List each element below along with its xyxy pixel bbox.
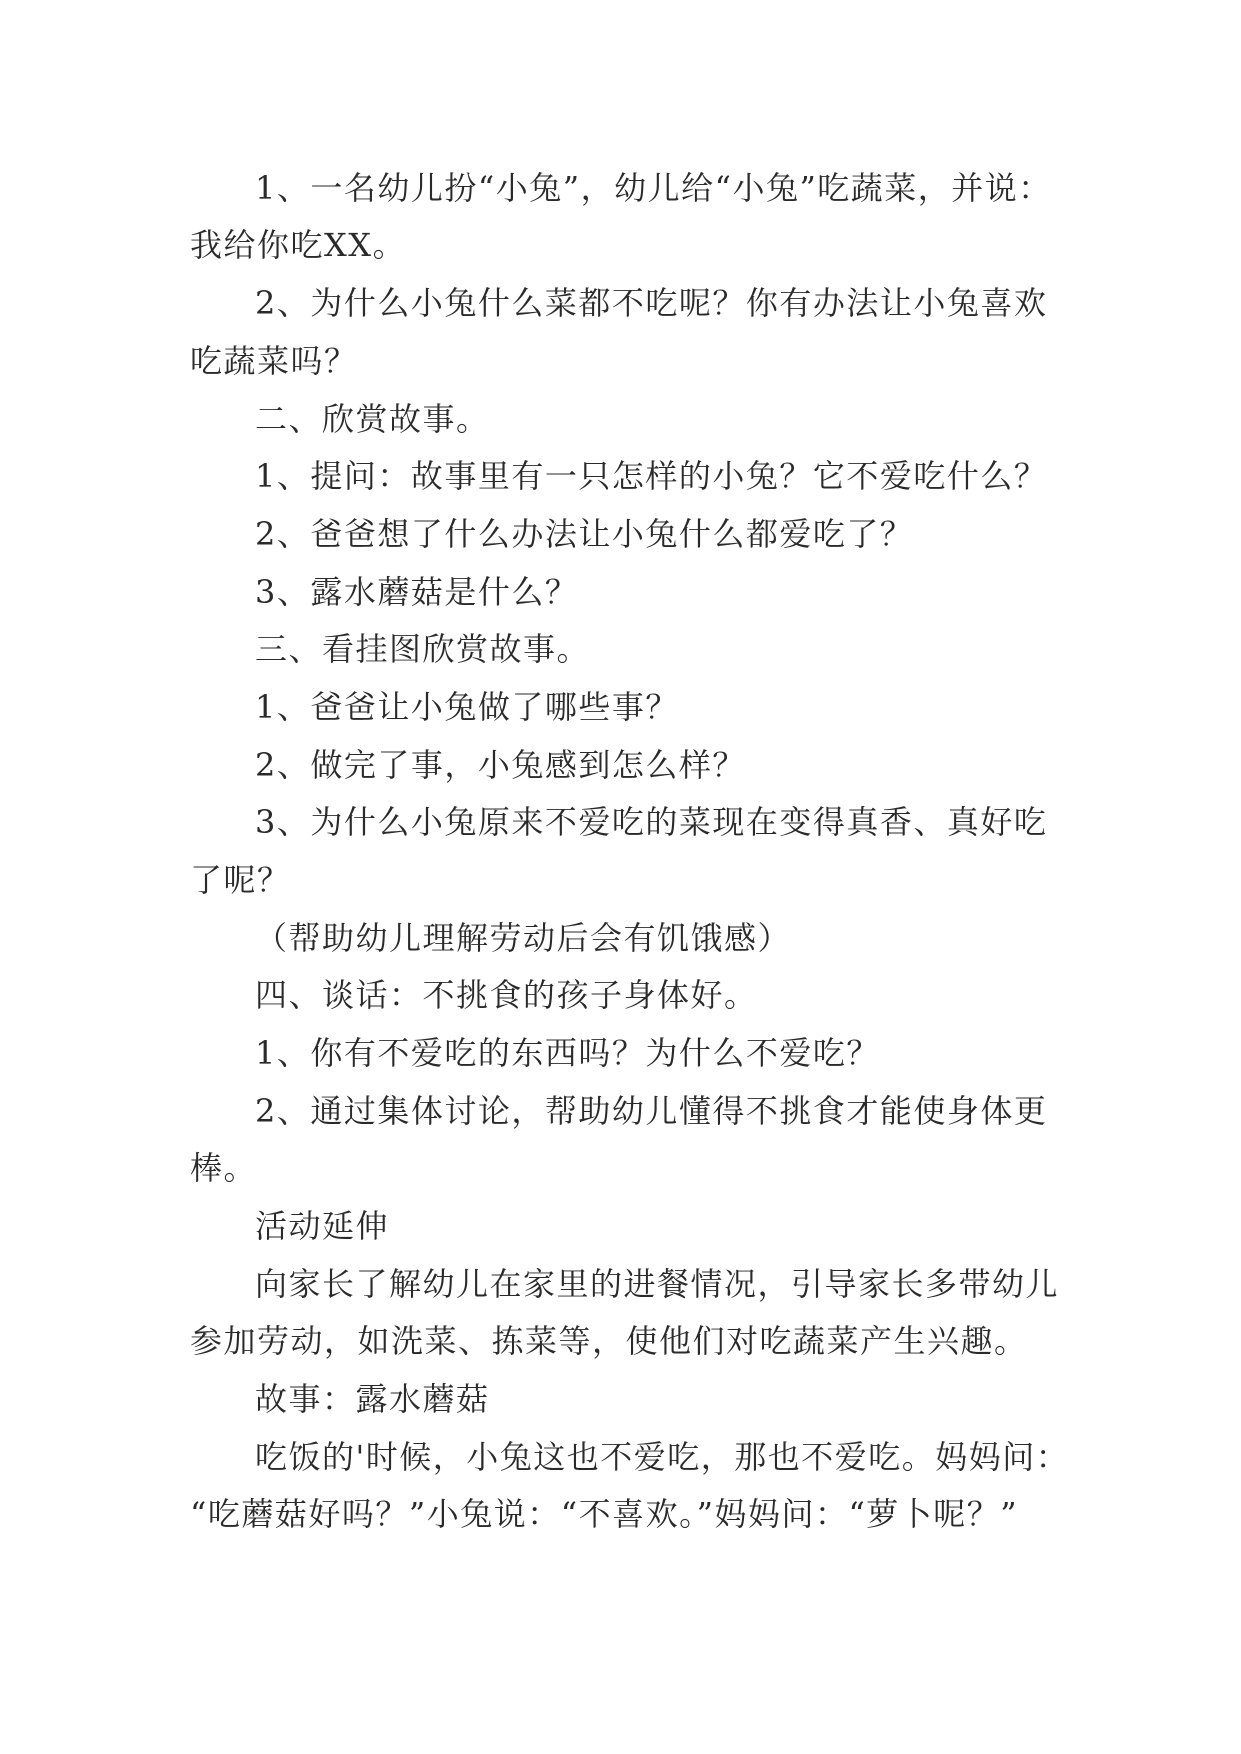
- text-line: 活动延伸: [255, 1207, 390, 1245]
- text-line: 了呢？: [190, 861, 291, 899]
- text-line: （帮助幼儿理解劳动后会有饥饿感）: [255, 919, 792, 957]
- text-line: 1、爸爸让小兔做了哪些事？: [255, 688, 679, 726]
- text-line: 参加劳动，如洗菜、拣菜等，使他们对吃蔬菜产生兴趣。: [190, 1322, 1028, 1360]
- text-line: 1、一名幼儿扮“小兔”，幼儿给“小兔”吃蔬菜，并说：: [255, 169, 1052, 207]
- text-line: 四、谈话：不挑食的孩子身体好。: [255, 976, 758, 1014]
- text-line: 2、做完了事，小兔感到怎么样？: [255, 746, 746, 784]
- text-line: 1、你有不爱吃的东西吗？为什么不爱吃？: [255, 1034, 880, 1072]
- text-line: “吃蘑菇好吗？”小兔说：“不喜欢。”妈妈问：“萝卜呢？”: [190, 1495, 1019, 1533]
- text-line: 3、为什么小兔原来不爱吃的菜现在变得真香、真好吃: [255, 803, 1048, 841]
- text-line: 故事：露水蘑菇: [255, 1380, 490, 1418]
- text-line: 三、看挂图欣赏故事。: [255, 630, 591, 668]
- text-line: 棒。: [190, 1149, 258, 1187]
- text-line: 2、通过集体讨论，帮助幼儿懂得不挑食才能使身体更: [255, 1092, 1048, 1130]
- text-line: 1、提问：故事里有一只怎样的小兔？它不爱吃什么？: [255, 457, 1048, 495]
- text-line: 吃蔬菜吗？: [190, 342, 358, 380]
- text-line: 二、欣赏故事。: [255, 400, 490, 438]
- text-line: 吃饭的'时候，小兔这也不爱吃，那也不爱吃。妈妈问：: [255, 1438, 1070, 1476]
- text-line: 我给你吃XX。: [190, 226, 407, 264]
- text-line: 2、爸爸想了什么办法让小兔什么都爱吃了？: [255, 515, 914, 553]
- text-line: 2、为什么小兔什么菜都不吃呢？你有办法让小兔喜欢: [255, 284, 1048, 322]
- text-line: 向家长了解幼儿在家里的进餐情况，引导家长多带幼儿: [255, 1265, 1060, 1303]
- text-line: 3、露水蘑菇是什么？: [255, 573, 579, 611]
